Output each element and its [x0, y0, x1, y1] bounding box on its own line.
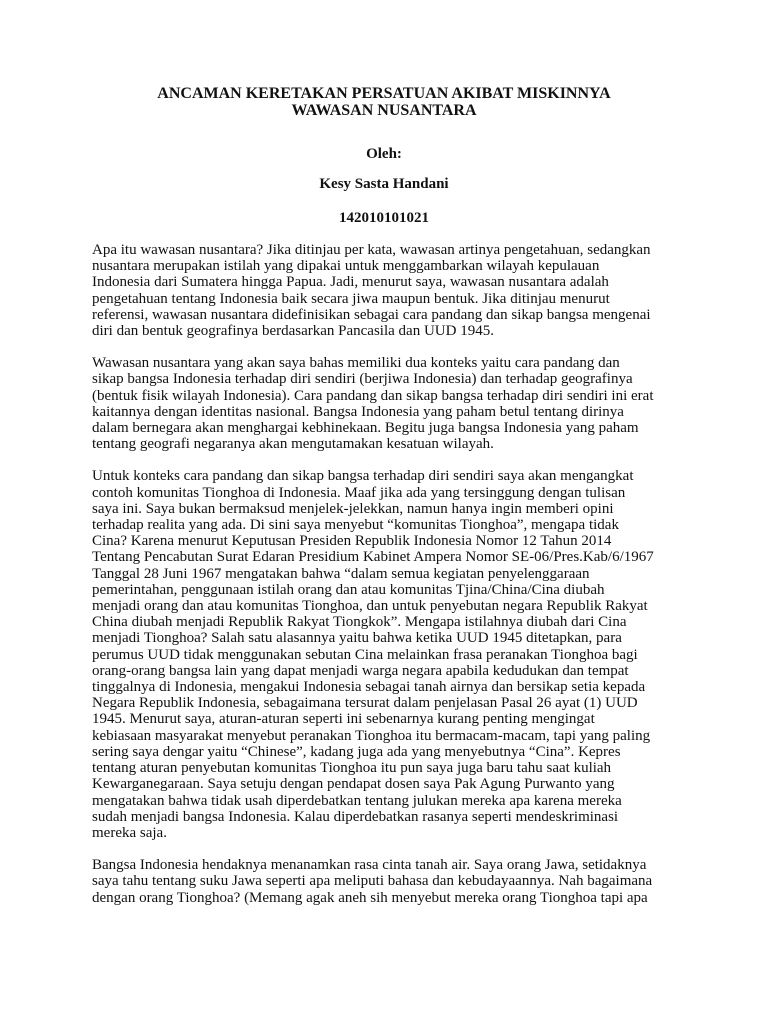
paragraph-line: Wawasan nusantara yang akan saya bahas memiliki dua konteks yaitu cara pandang dan: [92, 355, 620, 372]
paragraph-line: Tanggal 28 Juni 1967 mengatakan bahwa “dalam semua kegiatan penyelenggaraan: [92, 565, 590, 582]
paragraph-line: pengetahuan tentang Indonesia baik secara jiwa maupun bentuk. Jika ditinjau menurut: [92, 290, 610, 307]
paragraph-line: Bangsa Indonesia hendaknya menanamkan rasa cinta tanah air. Saya orang Jawa, setidaknya: [92, 857, 647, 874]
paragraph-line: tinggalnya di Indonesia, mengakui Indonesia sebagai tanah airnya dan bersikap setia kepada: [92, 679, 646, 696]
author-name: Kesy Sasta Handani: [319, 176, 449, 192]
paragraph-line: dengan orang Tionghoa? (Memang agak aneh sih menyebut mereka orang Tionghoa tapi apa: [92, 889, 648, 906]
paragraph-line: 1945. Menurut saya, aturan-aturan seperti ini sebenarnya kurang penting mengingat: [92, 711, 595, 728]
paragraph-line: nusantara merupakan istilah yang dipakai untuk menggambarkan wilayah kepulauan: [92, 258, 600, 275]
paragraph-line: sering saya dengar yaitu “Chinese”, kadang juga ada yang menyebutnya “Cina”. Kepres: [92, 743, 621, 760]
body-paragraph: [92, 468, 676, 841]
paragraph-line: Cina? Karena menurut Keputusan Presiden Republik Indonesia Nomor 12 Tahun 2014: [92, 533, 612, 550]
body-paragraph: [92, 857, 676, 906]
paragraph-line: menjadi orang dan atau komunitas Tionghoa, dan untuk penyebutan negara Republik Rakyat: [92, 598, 648, 615]
paragraph-line: kaitannya dengan identitas nasional. Bangsa Indonesia yang paham betul tentang dirinya: [92, 403, 624, 420]
paragraph-line: China diubah menjadi Republik Rakyat Tiongkok”. Mengapa istilahnya diubah dari Cina: [92, 614, 627, 631]
paragraph-line: tentang aturan penyebutan komunitas Tionghoa itu pun saya juga baru tahu saat kuliah: [92, 760, 612, 777]
paragraph-line: Untuk konteks cara pandang dan sikap bangsa terhadap diri sendiri saya akan mengangkat: [92, 468, 634, 485]
body-paragraph: [92, 355, 676, 452]
paragraph-line: sudah menjadi bangsa Indonesia. Kalau diperdebatkan rasanya seperti mendeskriminasi: [92, 808, 619, 825]
paragraph-line: tentang geografi negaranya akan mengutamakan kesatuan wilayah.: [92, 436, 494, 453]
paragraph-line: (bentuk fisik wilayah Indonesia). Cara pandang dan sikap bangsa terhadap diri sendiri ini erat: [92, 387, 654, 404]
paragraph-line: kebiasaan masyarakat menyebut peranakan Tionghoa itu bermacam-macam, tapi yang paling: [92, 727, 651, 744]
paragraph-line: dalam bernegara akan menghargai kebhinekaan. Begitu juga bangsa Indonesia yang paham: [92, 420, 639, 437]
paragraph-line: diri dan bentuk geografinya berdasarkan Pancasila dan UUD 1945.: [92, 323, 494, 340]
document-title: [92, 85, 676, 119]
paragraph-line: referensi, wawasan nusantara didefinisikan sebagai cara pandang dan sikap bangsa mengenai: [92, 306, 651, 323]
paragraph-line: saya tahu tentang suku Jawa seperti apa meliputi bahasa dan kebudayaannya. Nah bagaimana: [92, 873, 653, 890]
title-line-1: ANCAMAN KERETAKAN PERSATUAN AKIBAT MISKINNYA: [157, 85, 611, 102]
paragraph-line: saya ini. Saya bukan bermaksud menjelek-jelekkan, namun hanya ingin memberi opini: [92, 500, 614, 517]
paragraph-line: Negara Republik Indonesia, sebagaimana tersurat dalam penjelasan Pasal 26 ayat (1) UUD: [92, 695, 638, 712]
paragraph-line: menjadi Tionghoa? Salah satu alasannya yaitu bahwa ketika UUD 1945 ditetapkan, para: [92, 630, 622, 647]
paragraph-line: Tentang Pencabutan Surat Edaran Presidium Kabinet Ampera Nomor SE-06/Pres.Kab/6/1967: [92, 549, 654, 566]
paragraph-line: Indonesia dari Sumatera hingga Papua. Jadi, menurut saya, wawasan nusantara adalah: [92, 274, 609, 291]
student-id: 142010101021: [339, 210, 429, 226]
paragraph-line: perumus UUD tidak menggunakan sebutan Cina melainkan frasa peranakan Tionghoa bagi: [92, 646, 638, 663]
body-paragraph: [92, 242, 676, 339]
byline-label: Oleh:: [366, 146, 402, 162]
paragraph-line: contoh komunitas Tionghoa di Indonesia. Maaf jika ada yang tersinggung dengan tulisan: [92, 484, 626, 501]
title-line-2: WAWASAN NUSANTARA: [291, 102, 477, 119]
paragraph-line: Kewarganegaraan. Saya setuju dengan pendapat dosen saya Pak Agung Purwanto yang: [92, 776, 615, 793]
paragraph-line: terhadap realita yang ada. Di sini saya menyebut “komunitas Tionghoa”, mengapa tidak: [92, 517, 619, 534]
paragraph-line: pemerintahan, penggunaan istilah orang dan atau komunitas Tjina/China/Cina diubah: [92, 581, 605, 598]
paragraph-line: mereka saja.: [92, 824, 167, 841]
paragraph-line: sikap bangsa Indonesia terhadap diri sendiri (berjiwa Indonesia) dan terhadap geografinya: [92, 371, 633, 388]
paragraph-line: Apa itu wawasan nusantara? Jika ditinjau per kata, wawasan artinya pengetahuan, sedangkan: [92, 242, 651, 258]
paragraph-line: orang-orang bangsa lain yang dapat menjadi warga negara apabila kedudukan dan tempat: [92, 662, 629, 679]
paragraph-line: mengatakan bahwa tidak usah diperdebatkan tentang julukan mereka apa karena mereka: [92, 792, 622, 809]
document-body: [92, 242, 676, 906]
